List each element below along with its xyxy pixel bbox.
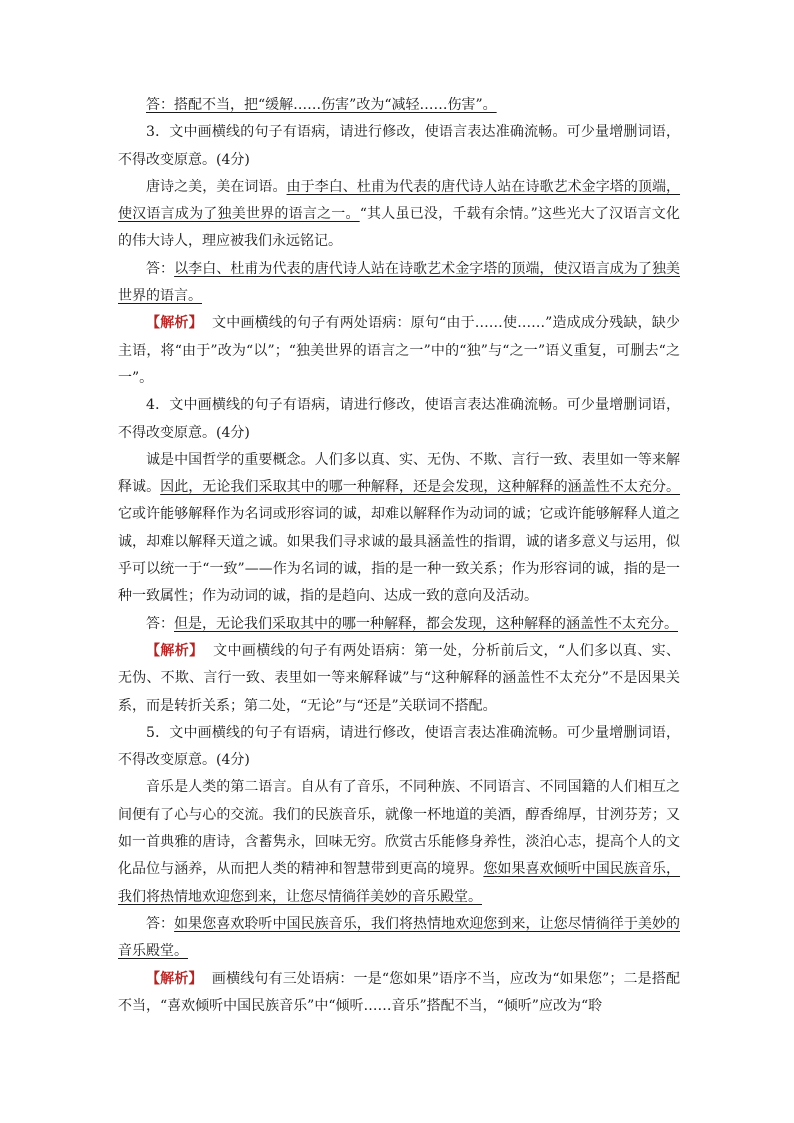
passage-text: 唐诗之美，美在词语。: [146, 178, 287, 195]
question-3-analysis: [118, 310, 680, 392]
answer-text: 以李白、杜甫为代表的唐代诗人站在诗歌艺术金字塔的顶端，使汉语言成为了独美世界的语言。: [118, 260, 680, 305]
answer-text: 答：搭配不当，把“缓解……伤害”改为“减轻……伤害”。: [146, 97, 497, 113]
question-5-answer: [118, 911, 680, 966]
analysis-label: 【解析】: [146, 315, 203, 332]
question-4-answer: [118, 611, 680, 638]
passage-text: 诚是中国哲学的重要概念。人们多以真、实、无伪、不欺、言行一致、表里如一等来解释诚。: [118, 451, 680, 496]
question-4-analysis: [118, 638, 680, 720]
question-3-prompt: 3．文中画横线的句子有语病，请进行修改，使语言表达准确流畅。可少量增删词语，不得改变原意。(4分): [118, 124, 680, 168]
question-3-answer: [118, 256, 680, 311]
question-3-passage: [118, 174, 680, 256]
underlined-sentence: 由于李白、杜甫为代表的唐代诗人站在诗歌艺术金字塔的顶端，使汉语言成为了独美世界的语言之一。: [118, 178, 681, 223]
question-5-analysis: [118, 966, 680, 1021]
answer-label: 答：: [146, 615, 174, 632]
document-page: [118, 92, 680, 1020]
question-5-passage: [118, 774, 680, 910]
passage-text: 它或许能够解释作为名词或形容词的诚，却难以解释作为动词的诚；它或许能够解释人道之诚，却难以解释天道之诚。如果我们寻求诚的最具涵盖性的指谓，诚的诸多意义与运用，似乎可以统一于“一致”——作为名词的诚，指的是一种一致关系；作为形容词的诚，指的是一种一致属性；作为动词的诚，指的是趋向、达成一致的意向及活动。: [118, 506, 680, 605]
analysis-label: 【解析】: [146, 970, 203, 987]
passage-text: 音乐是人类的第二语言。自从有了音乐，不同种族、不同语言、不同国籍的人们相互之间便有了心与心的交流。我们的民族音乐，就像一杯地道的美酒，醇香绵厚，甘洌芬芳；又如一首典雅的唐诗，含蓄隽永，回味无穷。欣赏古乐能修身养性，淡泊心志，提高个人的文化品位与涵养，从而把人类的精神和智慧带到更高的境界。: [118, 779, 680, 878]
analysis-text: 文中画横线的句子有两处语病：第一处，分析前后文，“人们多以真、实、无伪、不欺、言行一致、表里如一等来解释诚”与“这种解释的涵盖性不太充分”不是因果关系，而是转折关系；第二处，“无论”与“还是”关联词不搭配。: [118, 642, 681, 714]
answer-text: 但是，无论我们采取其中的哪一种解释，都会发现，这种解释的涵盖性不太充分。: [174, 615, 678, 632]
answer-paragraph: [118, 92, 680, 119]
answer-text: 如果您喜欢聆听中国民族音乐，我们将热情地欢迎您到来，让您尽情徜徉于美妙的音乐殿堂。: [118, 915, 680, 960]
underlined-sentence: 因此，无论我们采取其中的哪一种解释，还是会发现，这种解释的涵盖性不太充分。: [160, 479, 681, 496]
analysis-text: 文中画横线的句子有两处语病：原句“由于……使……”造成成分残缺，缺少主语，将“由于”改为“以”；“独美世界的语言之一”中的“独”与“之一”语义重复，可删去“之一”。: [118, 315, 680, 386]
question-4-prompt: 4．文中画横线的句子有语病，请进行修改，使语言表达准确流畅。可少量增删词语，不得改变原意。(4分): [118, 397, 680, 441]
passage-text: “其人虽已没，千载有余情。”这些光大了汉语言文化的伟大诗人，理应被我们永远铭记。: [118, 206, 680, 250]
question-4-passage: [118, 447, 680, 611]
question-5-prompt: 5．文中画横线的句子有语病，请进行修改，使语言表达准确流畅。可少量增删词语，不得改变原意。(4分): [118, 724, 680, 769]
answer-label: 答：: [146, 260, 175, 277]
answer-label: 答：: [146, 915, 175, 932]
underlined-sentence: 您如果喜欢倾听中国民族音乐，我们将热情地欢迎您到来，让您尽情徜徉美妙的音乐殿堂。: [118, 861, 681, 905]
analysis-label: 【解析】: [146, 642, 204, 659]
analysis-text: 画横线句有三处语病：一是“您如果”语序不当，应改为“如果您”；二是搭配不当，“喜欢倾听中国民族音乐”中“倾听……音乐”搭配不当，“倾听”应改为“聆: [118, 970, 680, 1014]
